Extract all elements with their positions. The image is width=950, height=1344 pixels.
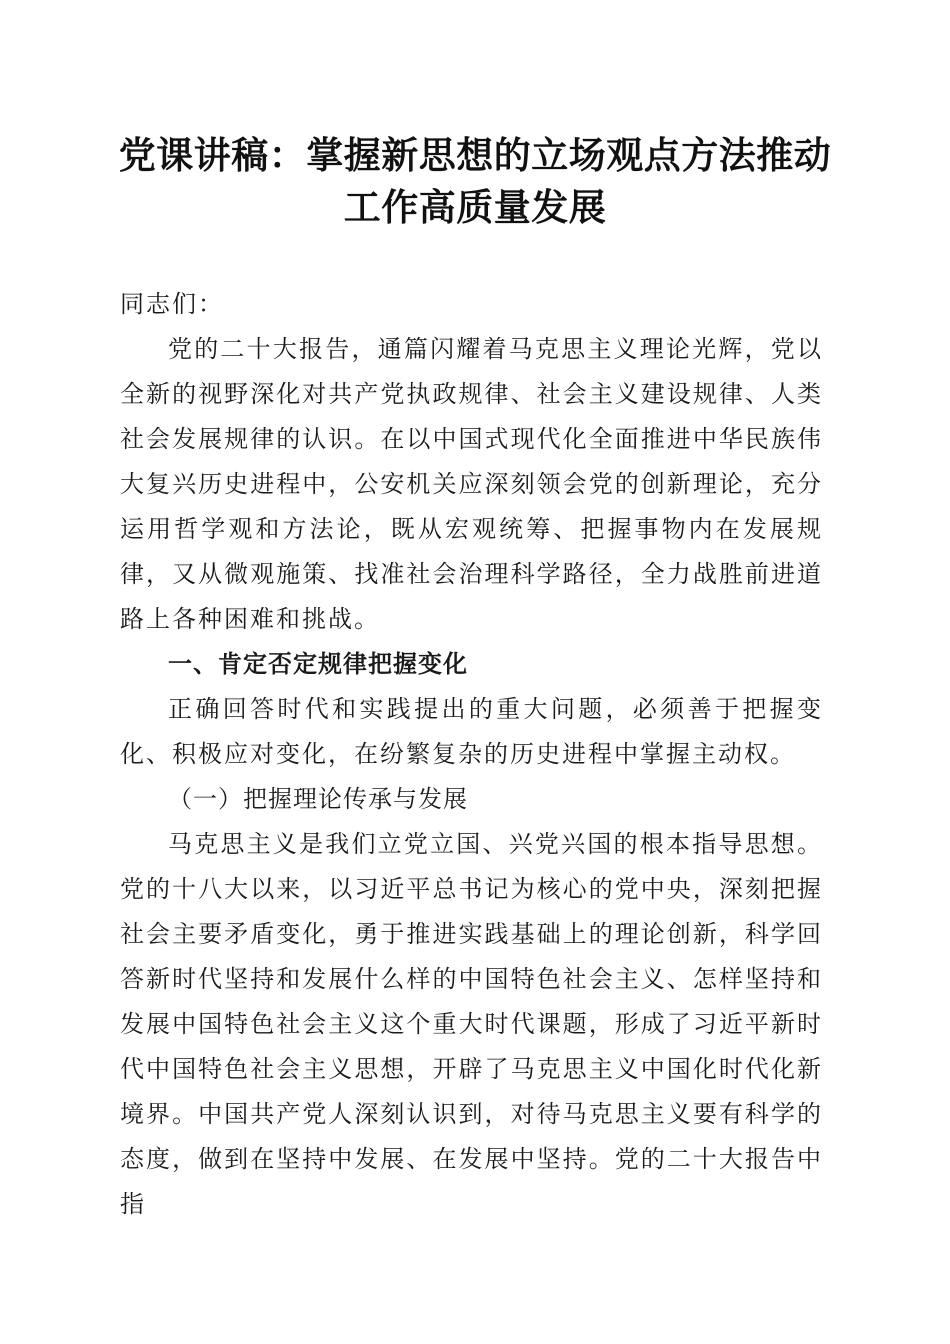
salutation: 同志们： (120, 290, 224, 318)
paragraph-section-1: 正确回答时代和实践提出的重大问题，必须善于把握变化、积极应对变化，在纷繁复杂的历史进程中掌握主动权。 (120, 695, 823, 768)
paragraph-subsection-1-1: 马克思主义是我们立党立国、兴党兴国的根本指导思想。党的十八大以来，以习近平总书记为核心的党中央，深刻把握社会主要矛盾变化，勇于推进实践基础上的理论创新，科学回答新时代坚持和发展什么样的中国特色社会主义、怎样坚持和发展中国特色社会主义这个重大时代课题，形成了习近平新时代中国特色社会主义思想，开辟了马克思主义中国化时代化新境界。中国共产党人深刻认识到，对待马克思主义要有科学的态度，做到在坚持中发展、在发展中坚持。党的二十大报告中指 (120, 830, 823, 1218)
subsection-heading-1-1: （一）把握理论传承与发展 (168, 785, 468, 813)
section-heading-1: 一、肯定否定规律把握变化 (168, 650, 468, 678)
document-body (120, 282, 823, 1227)
paragraph-intro: 党的二十大报告，通篇闪耀着马克思主义理论光辉，党以全新的视野深化对共产党执政规律、社会主义建设规律、人类社会发展规律的认识。在以中国式现代化全面推进中华民族伟大复兴历史进程中，公安机关应深刻领会党的创新理论，充分运用哲学观和方法论，既从宏观统筹、把握事物内在发展规律，又从微观施策、找准社会治理科学路径，全力战胜前进道路上各种困难和挑战。 (120, 335, 823, 633)
document-title: 党课讲稿：掌握新思想的立场观点方法推动工作高质量发展 (118, 134, 832, 229)
